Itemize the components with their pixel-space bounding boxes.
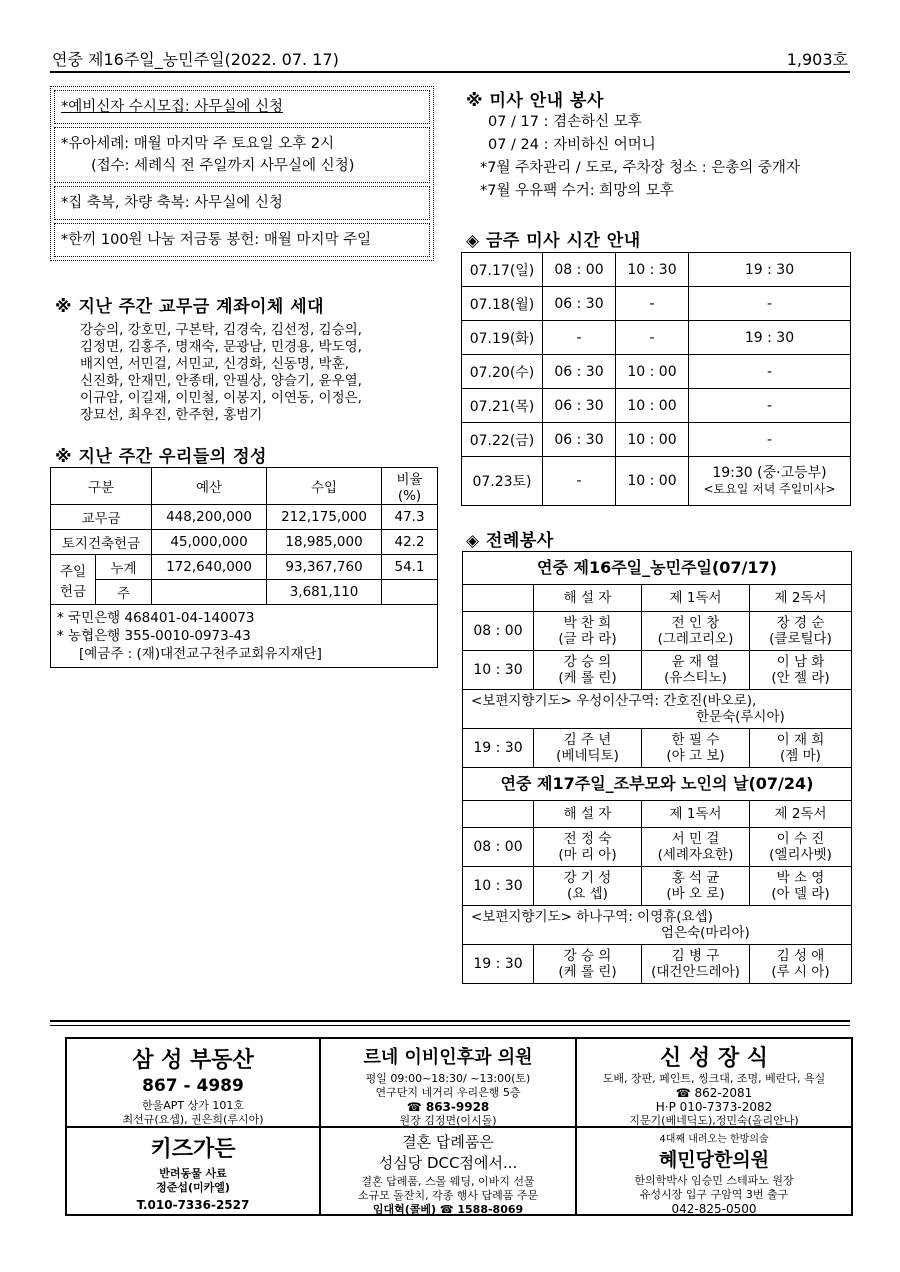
mass-time: 19 : 30	[689, 321, 851, 355]
ad-line: 도배, 장판, 페인트, 씽크대, 조명, 베란다, 욕실	[602, 1072, 826, 1085]
ad-line: 결혼 답례품, 스몰 웨딩, 이바지 선물	[361, 1175, 535, 1188]
offering-heading: ※ 지난 주간 우리들의 정성	[55, 447, 267, 467]
names-line: 이규암, 이길재, 이민철, 이봉지, 이연동, 이정은,	[80, 390, 362, 406]
baptismal-name: (베네딕토)	[556, 748, 619, 764]
ads-grid	[65, 1037, 853, 1216]
ad-phone: T.010-7336-2527	[136, 1198, 250, 1212]
ad-line: 연구단지 네거리 우리은행 5층	[375, 1086, 521, 1099]
row-label: 누계	[96, 555, 152, 580]
ad-line: 지문기(베네딕도),정민숙(올리안나)	[629, 1114, 799, 1127]
ad-line: 평일 09:00~18:30/ ~13:00(토)	[365, 1072, 531, 1085]
baptismal-name: (대건안드레아)	[651, 964, 740, 980]
server	[750, 729, 852, 768]
note-line: 엄은숙(마리아)	[661, 925, 750, 941]
server	[750, 612, 852, 651]
mass-slot: 08 : 00	[463, 828, 534, 867]
row-label: 주	[96, 580, 152, 605]
ad-ent-clinic	[320, 1038, 576, 1127]
baptismal-name: (유스티노)	[664, 670, 727, 686]
bulletin-title: 연중 제16주일_농민주일(2022. 07. 17)	[52, 50, 339, 69]
mass-time: 10 : 00	[616, 457, 689, 506]
server	[534, 651, 642, 690]
notice-line: *예비신자 수시모집: 사무실에 신청	[61, 99, 284, 115]
server	[534, 729, 642, 768]
server-name: 홍 석 균	[671, 870, 720, 886]
transfer-names	[80, 322, 362, 424]
ad-phone: 임대혁(콜베) ☎ 1588-8069	[372, 1203, 524, 1216]
label-text: 주일	[59, 563, 87, 580]
bank-info	[51, 605, 438, 668]
baptismal-name: (그레고리오)	[657, 631, 734, 647]
mass-slot: 19 : 30	[463, 729, 534, 768]
sat-evening: 19:30 (중·고등부)	[712, 465, 827, 481]
server-name: 김 주 년	[563, 732, 612, 748]
baptismal-name: (야 고 보)	[666, 748, 725, 764]
week-title: 연중 제16주일_농민주일(07/17)	[463, 552, 852, 585]
ad-title: 혜민당한의원	[658, 1149, 770, 1171]
cell: 54.1	[382, 555, 438, 580]
server	[534, 945, 642, 984]
col-header: 예산	[152, 468, 267, 505]
mass-time: -	[543, 321, 616, 355]
row-label: 교무금	[51, 505, 152, 530]
notice-blessing	[54, 186, 430, 220]
server	[750, 945, 852, 984]
mass-time: -	[616, 321, 689, 355]
ad-title: 삼 성 부동산	[132, 1048, 254, 1073]
server-name: 전 정 숙	[563, 831, 612, 847]
header-divider	[50, 71, 850, 73]
mass-times-heading: ◈ 금주 미사 시간 안내	[466, 231, 641, 251]
ad-title: 성심당 DCC점에서...	[378, 1154, 518, 1172]
service-line: *7월 주차관리 / 도로, 주차장 청소 : 은총의 중개자	[480, 160, 800, 176]
week-title: 연중 제17주일_조부모와 노인의 날(07/24)	[463, 768, 852, 801]
ad-phone: 042-825-0500	[671, 1202, 757, 1216]
ad-title: 신 성 장 식	[660, 1046, 768, 1071]
mass-service-notes	[480, 157, 800, 203]
ad-title: 키즈가든	[150, 1137, 236, 1162]
ad-interior	[576, 1038, 852, 1127]
mass-time: 08 : 00	[543, 253, 616, 287]
server	[642, 729, 750, 768]
cell	[382, 580, 438, 605]
cell: 42.2	[382, 530, 438, 555]
baptismal-name: (바 오 로)	[666, 886, 725, 902]
cell: 45,000,000	[152, 530, 267, 555]
notice-line: (접수: 세례식 전 주일까지 사무실에 신청)	[91, 158, 355, 174]
server-name: 박 소 영	[776, 870, 825, 886]
note-line: <보편지향기도> 우성이산구역: 간호진(바오로),	[471, 693, 757, 709]
mass-time: 06 : 30	[543, 423, 616, 457]
mass-time: 06 : 30	[543, 355, 616, 389]
names-line: 신진화, 안재민, 안종태, 안필상, 양슬기, 윤우열,	[80, 373, 362, 389]
server-name: 강 기 성	[563, 870, 612, 886]
ad-line: 원장 김정면(이시돌)	[399, 1114, 497, 1127]
blank-header	[463, 801, 534, 828]
mass-time: 19 : 30	[689, 253, 851, 287]
mass-day: 07.19(화)	[462, 321, 543, 355]
ad-line: 4대째 내려오는 한방의술	[659, 1134, 769, 1145]
liturgy-heading: ◈ 전례봉사	[466, 531, 554, 551]
offering-table	[50, 467, 438, 668]
server	[750, 651, 852, 690]
server	[750, 867, 852, 906]
footer-divider-thin	[50, 1025, 850, 1026]
mass-slot: 10 : 30	[463, 867, 534, 906]
server	[750, 828, 852, 867]
baptismal-name: (루 시 아)	[771, 964, 830, 980]
cell: 448,200,000	[152, 505, 267, 530]
cell: 47.3	[382, 505, 438, 530]
ad-phone: H·P 010-7373-2082	[655, 1100, 773, 1114]
col-header: 해 설 자	[534, 801, 642, 828]
liturgy-table	[462, 551, 852, 984]
server-name: 김 성 애	[776, 948, 825, 964]
server	[642, 828, 750, 867]
service-line: 07 / 17 : 겸손하신 모후	[488, 114, 642, 130]
server	[642, 651, 750, 690]
mass-time: 10 : 00	[616, 423, 689, 457]
bank-line: [예금주 : (재)대전교구천주교회유지재단]	[79, 646, 322, 662]
mass-time: -	[689, 389, 851, 423]
server-name: 이 수 진	[776, 831, 825, 847]
baptismal-name: (케 롤 린)	[558, 670, 617, 686]
ad-line: 소규모 돌잔치, 각종 행사 답례품 주문	[357, 1189, 539, 1202]
ad-phone: ☎ 862-2081	[675, 1086, 753, 1100]
prayer-note	[463, 690, 852, 729]
server-name: 전 인 창	[671, 615, 720, 631]
server	[642, 945, 750, 984]
baptismal-name: (요 셉)	[567, 886, 608, 902]
baptismal-name: (케 롤 린)	[558, 964, 617, 980]
service-line: *7월 우유팩 수거: 희망의 모후	[480, 183, 674, 199]
baptismal-name: (글 라 라)	[558, 631, 617, 647]
bank-line: * 국민은행 468401-04-140073	[57, 610, 255, 626]
names-line: 배지연, 서민걸, 서민교, 신경화, 신동명, 박훈,	[80, 356, 349, 372]
mass-time: -	[689, 423, 851, 457]
mass-time: -	[689, 355, 851, 389]
ad-line: 반려동물 사료	[159, 1167, 227, 1180]
server-name: 이 재 희	[776, 732, 825, 748]
col-header: 해 설 자	[534, 585, 642, 612]
server-name: 이 남 화	[776, 654, 825, 670]
mass-time: -	[616, 287, 689, 321]
ad-line: 정준섭(미카엘)	[156, 1181, 230, 1194]
mass-slot: 10 : 30	[463, 651, 534, 690]
ad-kids-garden	[66, 1127, 320, 1215]
names-line: 김정면, 김홍주, 명재숙, 문광남, 민경용, 박도영,	[80, 339, 362, 355]
cell: 172,640,000	[152, 555, 267, 580]
cell	[152, 580, 267, 605]
ad-line: 최선규(요셉), 권은희(루시아)	[122, 1113, 264, 1126]
service-line: 07 / 24 : 자비하신 어머니	[488, 137, 656, 153]
cell: 93,367,760	[267, 555, 382, 580]
mass-time: 10 : 00	[616, 355, 689, 389]
mass-service-heading: ※ 미사 안내 봉사	[466, 91, 604, 111]
ad-title: 결혼 답례품은	[402, 1133, 494, 1151]
mass-slot: 08 : 00	[463, 612, 534, 651]
mass-time: 10 : 00	[616, 389, 689, 423]
server-name: 강 승 의	[563, 948, 612, 964]
ad-line: 한의학박사 임승민 스테파노 원장	[634, 1174, 794, 1187]
ad-phone: 867 - 4989	[142, 1076, 244, 1096]
notice-line: *집 축복, 차량 축복: 사무실에 신청	[61, 195, 283, 211]
cell: 18,985,000	[267, 530, 382, 555]
notice-infant-baptism	[54, 127, 430, 183]
col-header: 제 1독서	[642, 801, 750, 828]
mass-day: 07.22(금)	[462, 423, 543, 457]
baptismal-name: (젬 마)	[780, 748, 821, 764]
ad-real-estate	[66, 1038, 320, 1127]
ad-phone: ☎ 863-9928	[406, 1100, 490, 1114]
server-name: 서 민 걸	[671, 831, 720, 847]
col-header: 제 1독서	[642, 585, 750, 612]
footer-divider	[50, 1020, 850, 1022]
server-name: 한 필 수	[671, 732, 720, 748]
baptismal-name: (세례자요한)	[657, 847, 734, 863]
cell: 212,175,000	[267, 505, 382, 530]
mass-service-list	[488, 111, 656, 157]
notice-catechumen	[54, 90, 430, 124]
mass-slot: 19 : 30	[463, 945, 534, 984]
mass-time	[689, 457, 851, 506]
server	[642, 867, 750, 906]
mass-time: 06 : 30	[543, 389, 616, 423]
mass-day: 07.23토)	[462, 457, 543, 506]
col-header: 수입	[267, 468, 382, 505]
server-name: 김 병 구	[671, 948, 720, 964]
ad-oriental-clinic	[576, 1127, 852, 1215]
bank-line: * 농협은행 355-0010-0973-43	[57, 628, 251, 644]
mass-time: 06 : 30	[543, 287, 616, 321]
mass-time: -	[543, 457, 616, 506]
mass-time: -	[689, 287, 851, 321]
baptismal-name: (엘리사벳)	[769, 847, 832, 863]
sat-evening-note: <토요일 저녁 주일미사>	[703, 482, 836, 496]
notice-line: *한끼 100원 나눔 저금통 봉헌: 매월 마지막 주일	[61, 232, 372, 248]
row-label: 토지건축헌금	[51, 530, 152, 555]
cell: 3,681,110	[267, 580, 382, 605]
col-header: 제 2독서	[750, 801, 852, 828]
ad-title: 르네 이비인후과 의원	[363, 1047, 533, 1068]
blank-header	[463, 585, 534, 612]
notice-line: *유아세례: 매월 마지막 주 토요일 오후 2시	[61, 136, 335, 152]
col-header: 제 2독서	[750, 585, 852, 612]
mass-times-table	[461, 252, 851, 506]
server-name: 강 승 의	[563, 654, 612, 670]
notice-sharing	[54, 223, 430, 257]
mass-day: 07.17(일)	[462, 253, 543, 287]
ad-bakery	[320, 1127, 576, 1215]
issue-number: 1,903호	[786, 50, 848, 69]
baptismal-name: (클로틸다)	[769, 631, 832, 647]
row-label	[51, 555, 96, 605]
note-line: <보편지향기도> 하나구역: 이영휴(요셉)	[471, 909, 713, 925]
note-line: 한문숙(루시아)	[696, 709, 785, 725]
baptismal-name: (안 젤 라)	[771, 670, 830, 686]
baptismal-name: (마 리 아)	[558, 847, 617, 863]
col-header: 구분	[51, 468, 152, 505]
label-text: 헌금	[59, 583, 87, 600]
server	[534, 828, 642, 867]
mass-day: 07.20(수)	[462, 355, 543, 389]
notice-box	[50, 86, 434, 261]
names-line: 강승의, 강호민, 구본탁, 김경숙, 김선정, 김승의,	[80, 322, 362, 338]
server	[534, 612, 642, 651]
server	[534, 867, 642, 906]
mass-day: 07.18(월)	[462, 287, 543, 321]
prayer-note	[463, 906, 852, 945]
names-line: 장묘선, 최우진, 한주현, 홍범기	[80, 407, 263, 423]
server-name: 박 찬 희	[563, 615, 612, 631]
server	[642, 612, 750, 651]
mass-day: 07.21(목)	[462, 389, 543, 423]
transfer-heading: ※ 지난 주간 교무금 계좌이체 세대	[55, 297, 325, 317]
baptismal-name: (아 델 라)	[771, 886, 830, 902]
server-name: 윤 재 열	[671, 654, 720, 670]
ad-line: 유성시장 입구 구암역 3번 출구	[639, 1188, 789, 1201]
col-header: 비율(%)	[382, 468, 438, 505]
server-name: 장 경 순	[776, 615, 825, 631]
mass-time: 10 : 30	[616, 253, 689, 287]
ad-line: 한울APT 상가 101호	[142, 1099, 244, 1112]
